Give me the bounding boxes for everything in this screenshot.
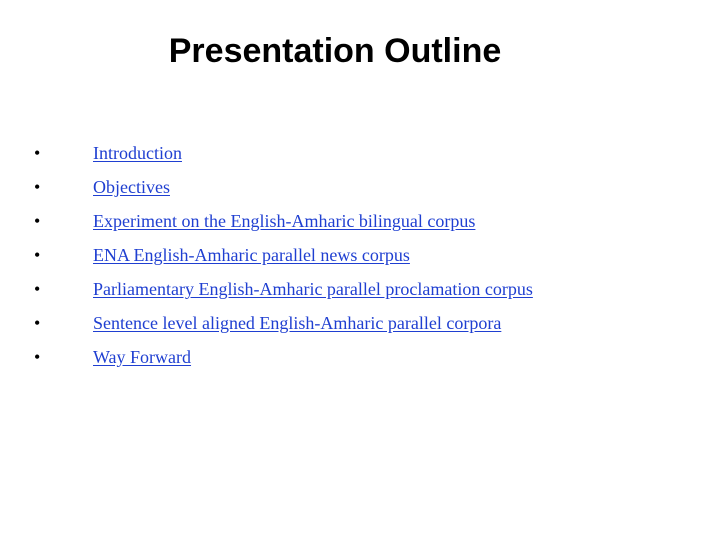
bullet-icon: • [34,177,41,197]
bullet-icon: • [34,313,41,333]
bullet-icon: • [34,143,41,163]
bullet-icon: • [34,279,41,299]
link-ena-news-corpus[interactable]: ENA English-Amharic parallel news corpus [93,245,410,265]
bullet-icon: • [34,347,41,367]
bullet-icon: • [34,245,41,265]
link-sentence-aligned-corpora[interactable]: Sentence level aligned English-Amharic parallel corpora [93,313,502,333]
link-parliamentary-corpus[interactable]: Parliamentary English-Amharic parallel proclamation corpus [93,279,533,299]
link-objectives[interactable]: Objectives [93,177,170,197]
bullet-icon: • [34,211,41,231]
link-way-forward[interactable]: Way Forward [93,347,192,367]
link-experiment[interactable]: Experiment on the English-Amharic bilingual corpus [93,211,476,231]
link-introduction[interactable]: Introduction [93,143,182,163]
slide-title: Presentation Outline [168,32,502,70]
